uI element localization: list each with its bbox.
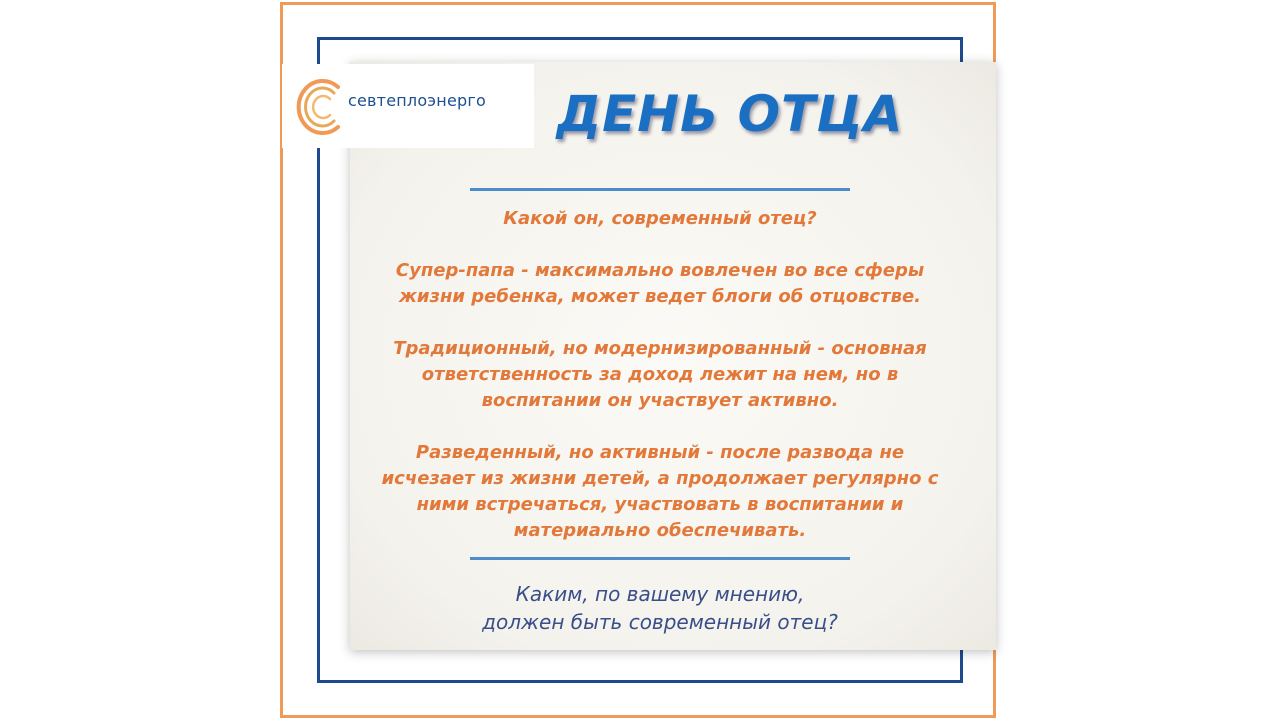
paragraph-super-dad: Супер-папа - максимально вовлечен во все сферы жизни ребенка, может ведет блоги об отцовстве. (395, 260, 925, 307)
divider-bottom (470, 557, 850, 560)
page-title: ДЕНЬ ОТЦА (556, 85, 904, 143)
question-line-1: Каким, по вашему мнению, (515, 582, 805, 606)
logo-icon (294, 73, 350, 139)
closing-question (400, 580, 920, 636)
intro-text: Какой он, современный отец? (503, 208, 817, 229)
paragraph-divorced: Разведенный, но активный - после развода не исчезает из жизни детей, а продолжает регулярно с ними встречаться, участвовать в воспитании и материально обеспечивать. (381, 442, 939, 541)
paragraph-traditional: Традиционный, но модернизированный - основная ответственность за доход лежит на нем, но в воспитании он участвует активно. (393, 338, 927, 411)
logo-text: севтеплоэнерго (348, 91, 486, 110)
divider-top (470, 188, 850, 191)
logo (282, 64, 534, 148)
body-text (375, 206, 945, 570)
question-line-2: должен быть современный отец? (482, 610, 838, 634)
poster (280, 0, 1000, 720)
